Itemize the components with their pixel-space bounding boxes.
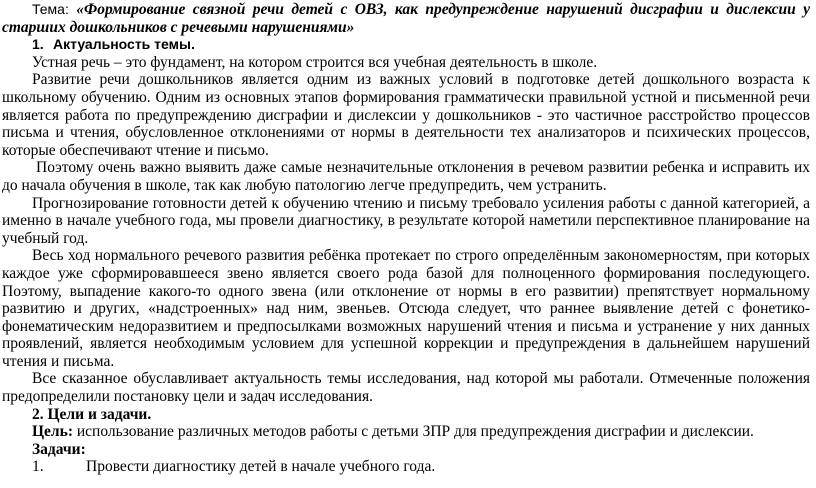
task-item <box>32 458 810 476</box>
topic-title: «Формирование связной речи детей с ОВЗ, как предупреждение нарушений дисграфии и дислексии у старших дошкольников с речевыми нарушениями» <box>2 1 810 36</box>
paragraph: Поэтому очень важно выявить даже самые незначительные отклонения в речевом развитии ребенка и исправить их до начала обучения в школе, так как любую патологию легче предупредить, чем устранить. <box>2 159 810 194</box>
paragraph: Все сказанное обуславливает актуальность темы исследования, над которой мы работали. Отмеченные положения предопределили постановку цели и задач исследования. <box>2 370 810 406</box>
paragraph: Весь ход нормального речевого развития ребёнка протекает по строго определённым закономерностям, при которых каждое уже сформировавшееся звено является своего рода базой для полноценного формирования последующего. Поэтому, выпадение какого-то одного звена (или отклонение от нормы в его развитии) препятствует нормальному развитию и других, «надстроенных» над ним, звеньев. Отсюда следует, что раннее выявление детей с фонетико-фонематическим недоразвитием и предпосылками возможных нарушений чтения и письма и устранение у них данных проявлений, является необходимым условием для успешной коррекции и предупреждения в дальнейшем нарушений чтения и письма. <box>2 247 810 370</box>
topic-line <box>2 1 810 36</box>
section-1-title: Актуальность темы. <box>53 36 195 53</box>
paragraph: Устная речь – это фундамент, на котором строится вся учебная деятельность в школе. <box>32 53 598 71</box>
section-1-number: 1. <box>32 36 44 53</box>
goal-line <box>2 423 810 441</box>
goal-label: Цель: <box>32 423 73 441</box>
section-1-heading <box>32 36 810 54</box>
section-2-heading: 2. Цели и задачи. <box>32 405 152 423</box>
goal-text: использование различных методов работы с детьми ЗПР для предупреждения дисграфии и дислексии. <box>73 423 754 441</box>
tasks-label: Задачи: <box>32 440 86 458</box>
task-number: 1. <box>32 458 44 476</box>
paragraph: Развитие речи дошкольников является одним из важных условий в подготовке детей дошкольного возраста к школьному обучению. Одним из основных этапов формирования грамматически правильной устной и письменной речи является работа по предупреждению дисграфии и дислексии у дошкольников - это частичное расстройство процессов письма и чтения, обусловленное отклонениями от нормы в деятельности тех анализаторов и психических процессов, которые обеспечивают чтение и письмо. <box>2 71 810 159</box>
task-text: Провести диагностику детей в начале учебного года. <box>86 458 436 476</box>
paragraph: Прогнозирование готовности детей к обучению чтению и письму требовало усиления работы с данной категорией, а именно в начале учебного года, мы провели диагностику, в результате которой наметили перспективное планирование на учебный год. <box>2 194 810 247</box>
topic-label: Тема: <box>32 1 69 17</box>
